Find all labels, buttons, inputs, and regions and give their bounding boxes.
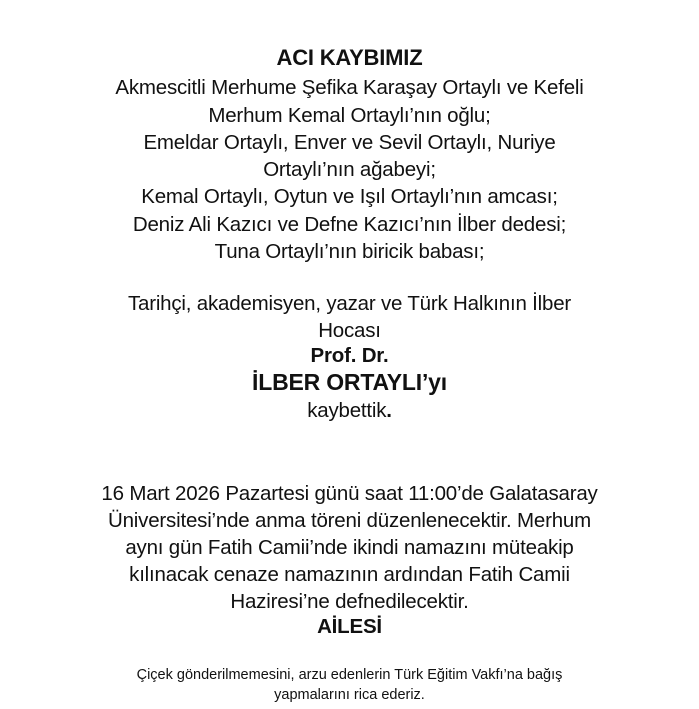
ceremony-line: Haziresi’ne defnedilecektir. bbox=[230, 590, 469, 613]
lost-line bbox=[0, 399, 699, 423]
lost-text: kaybettik bbox=[307, 399, 387, 422]
note-line: Çiçek gönderilmemesini, arzu edenlerin Türk Eğitim Vakfı’na bağış bbox=[136, 667, 563, 683]
family-line: Ortaylı’nın ağabeyi; bbox=[263, 158, 436, 181]
ceremony-line: kılınacak cenaze namazının ardından Fatih Camii bbox=[129, 563, 570, 586]
description-line: Hocası bbox=[318, 319, 381, 342]
ceremony-line: aynı gün Fatih Camii’nde ikindi namazını müteakip bbox=[125, 536, 574, 559]
note-line: yapmalarını rica ederiz. bbox=[274, 687, 425, 703]
description-line: Tarihçi, akademisyen, yazar ve Türk Halkının İlber bbox=[127, 292, 572, 315]
notice-title: ACI KAYBIMIZ bbox=[276, 45, 423, 70]
family-line: Deniz Ali Kazıcı ve Defne Kazıcı’nın İlber dedesi; bbox=[132, 213, 567, 236]
honorific: Prof. Dr. bbox=[310, 344, 389, 367]
family-line: Kemal Ortaylı, Oytun ve Işıl Ortaylı’nın amcası; bbox=[141, 185, 558, 208]
signature: AİLESİ bbox=[317, 615, 382, 638]
ceremony-line: Üniversitesi’nde anma töreni düzenlenecektir. Merhum bbox=[108, 509, 591, 532]
family-line: Merhum Kemal Ortaylı’nın oğlu; bbox=[208, 104, 491, 127]
lost-period: . bbox=[386, 399, 392, 422]
family-line: Emeldar Ortaylı, Enver ve Sevil Ortaylı, Nuriye bbox=[143, 131, 556, 154]
family-line: Tuna Ortaylı’nın biricik babası; bbox=[214, 240, 485, 263]
family-line: Akmescitli Merhume Şefika Karaşay Ortaylı ve Kefeli bbox=[115, 76, 584, 99]
ceremony-line: 16 Mart 2026 Pazartesi günü saat 11:00’de Galatasaray bbox=[101, 482, 598, 505]
deceased-name: İLBER ORTAYLI’yı bbox=[252, 369, 447, 395]
